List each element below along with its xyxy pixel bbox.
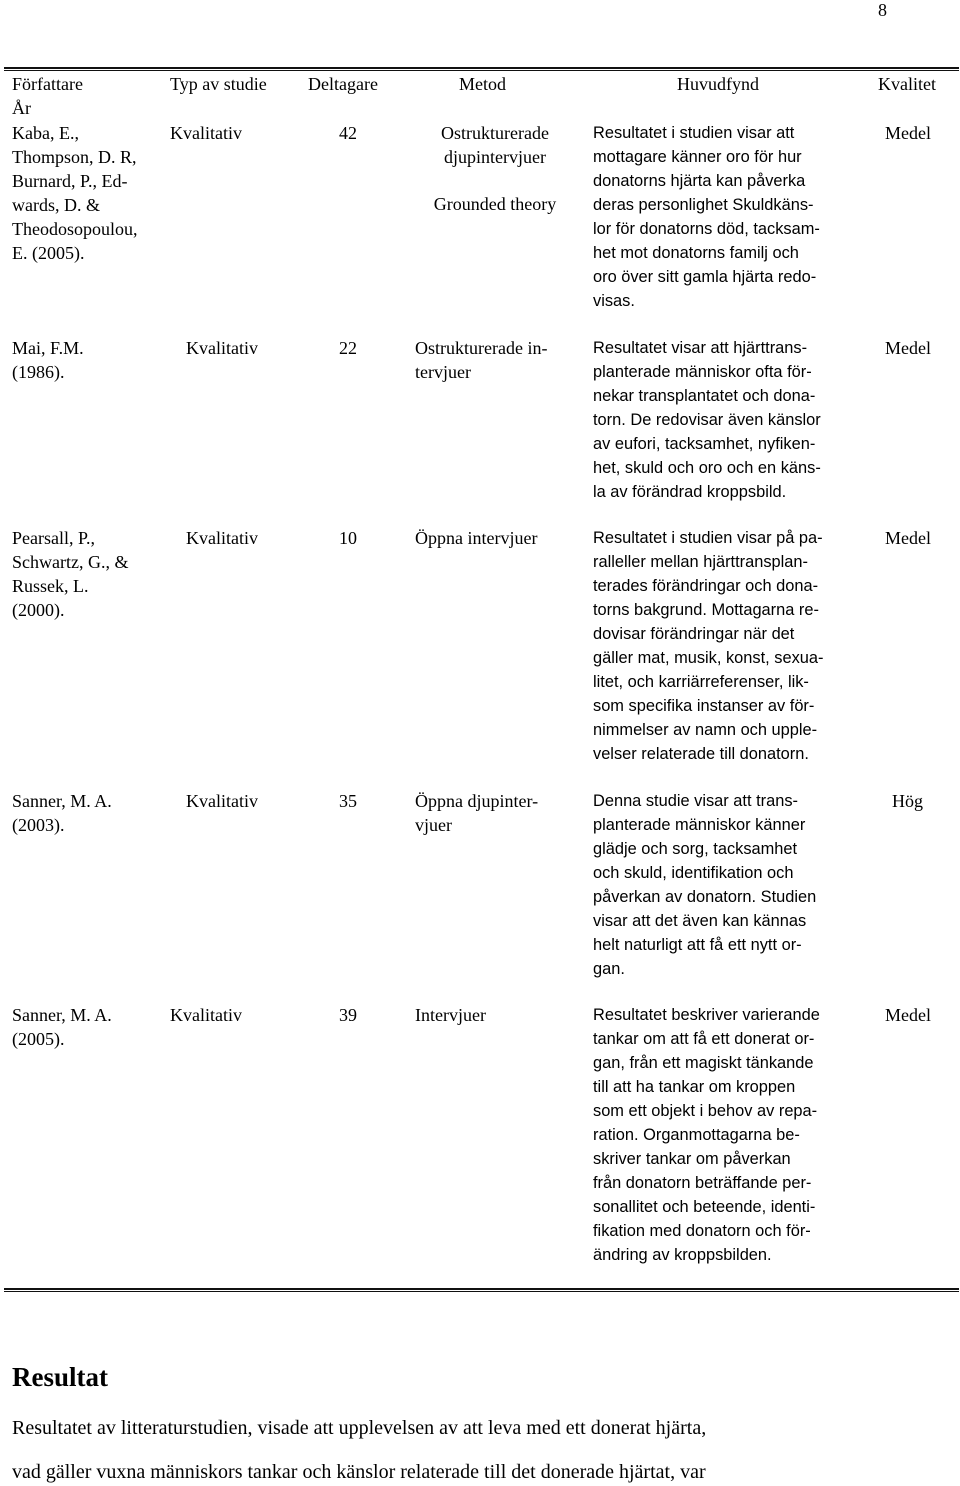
header-quality: Kvalitet xyxy=(878,74,936,94)
quality-cell: Hög xyxy=(892,791,923,811)
quality-cell: Medel xyxy=(885,1005,931,1025)
method-cell: Öppna intervjuer xyxy=(415,528,538,548)
method-secondary-cell: Grounded theory xyxy=(433,194,557,214)
findings-cell: Denna studie visar att trans- planterade människor känner glädje och sorg, tacksamhet och skuld, identifikation och påverkan av donatorn. Studien visar att det även kan kännas helt naturligt att få ett nytt or- gan. xyxy=(593,792,817,978)
participants-cell: 42 xyxy=(339,123,357,143)
table-bottom-rule xyxy=(4,1288,959,1292)
participants-cell: 35 xyxy=(339,791,357,811)
participants-cell: 22 xyxy=(339,338,357,358)
header-participants: Deltagare xyxy=(308,74,378,94)
quality-cell: Medel xyxy=(885,123,931,143)
study-type-cell: Kvalitativ xyxy=(170,1005,242,1025)
author-cell: Pearsall, P., Schwartz, G., & Russek, L. (2000). xyxy=(12,528,129,620)
header-findings: Huvudfynd xyxy=(677,74,759,94)
study-type-cell: Kvalitativ xyxy=(186,791,258,811)
header-author: Författare År xyxy=(12,74,83,118)
body-text-line: Resultatet av litteraturstudien, visade att upplevelsen av att leva med ett donerat hjärta, xyxy=(12,1417,707,1439)
page-number: 8 xyxy=(878,0,887,20)
quality-cell: Medel xyxy=(885,528,931,548)
study-type-cell: Kvalitativ xyxy=(186,338,258,358)
section-heading: Resultat xyxy=(12,1362,108,1392)
findings-cell: Resultatet i studien visar att mottagare känner oro för hur donatorns hjärta kan påverka deras personlighet Skuldkäns- lor för donatorns död, tacksam- het mot donatorns familj och oro över sitt gamla hjärta redo- visas. xyxy=(593,124,820,310)
body-text-line: vad gäller vuxna människors tankar och känslor relaterade till det donerade hjärtat, var xyxy=(12,1461,706,1483)
author-cell: Sanner, M. A. (2003). xyxy=(12,791,112,835)
method-cell: Öppna djupinter- vjuer xyxy=(415,791,539,835)
table-top-rule xyxy=(4,67,959,71)
author-cell: Sanner, M. A. (2005). xyxy=(12,1005,112,1049)
quality-cell: Medel xyxy=(885,338,931,358)
author-cell: Mai, F.M. (1986). xyxy=(12,338,84,382)
header-method: Metod xyxy=(459,74,506,94)
participants-cell: 39 xyxy=(339,1005,357,1025)
findings-cell: Resultatet i studien visar på pa- ralleller mellan hjärttransplan- terades förändringar och dona- torns bakgrund. Mottagarna re- dovisar förändringar när det gäller mat, musik, konst, sexua- litet, och karriärreferenser, lik- som specifika instanser av för- nimmelser av namn och upple- velser relaterade till donatorn. xyxy=(593,529,824,763)
findings-cell: Resultatet beskriver varierande tankar om att få ett donerat or- gan, från ett magiskt tänkande till att ha tankar om kroppen som ett objekt i behov av repa- ration. Organmottagarna be- skriver tankar om påverkan från donatorn beträffande per- sonallitet och beteende, identi- fikation med donatorn och för- ändring av kroppsbilden. xyxy=(593,1006,820,1264)
findings-cell: Resultatet visar att hjärttrans- planterade människor ofta för- nekar transplantatet och dona- torn. De redovisar även känslor av eufori, tacksamhet, nyfiken- het, skuld och oro och en käns- la av förändrad kroppsbild. xyxy=(593,339,821,501)
header-study-type: Typ av studie xyxy=(170,74,267,94)
method-cell: Ostrukturerade djupintervjuer xyxy=(441,123,549,167)
author-cell: Kaba, E., Thompson, D. R, Burnard, P., Ed- wards, D. & Theodosopoulou, E. (2005). xyxy=(12,123,138,263)
study-type-cell: Kvalitativ xyxy=(170,123,242,143)
method-cell: Ostrukturerade in- tervjuer xyxy=(415,338,548,382)
participants-cell: 10 xyxy=(339,528,357,548)
study-type-cell: Kvalitativ xyxy=(186,528,258,548)
method-cell: Intervjuer xyxy=(415,1005,486,1025)
